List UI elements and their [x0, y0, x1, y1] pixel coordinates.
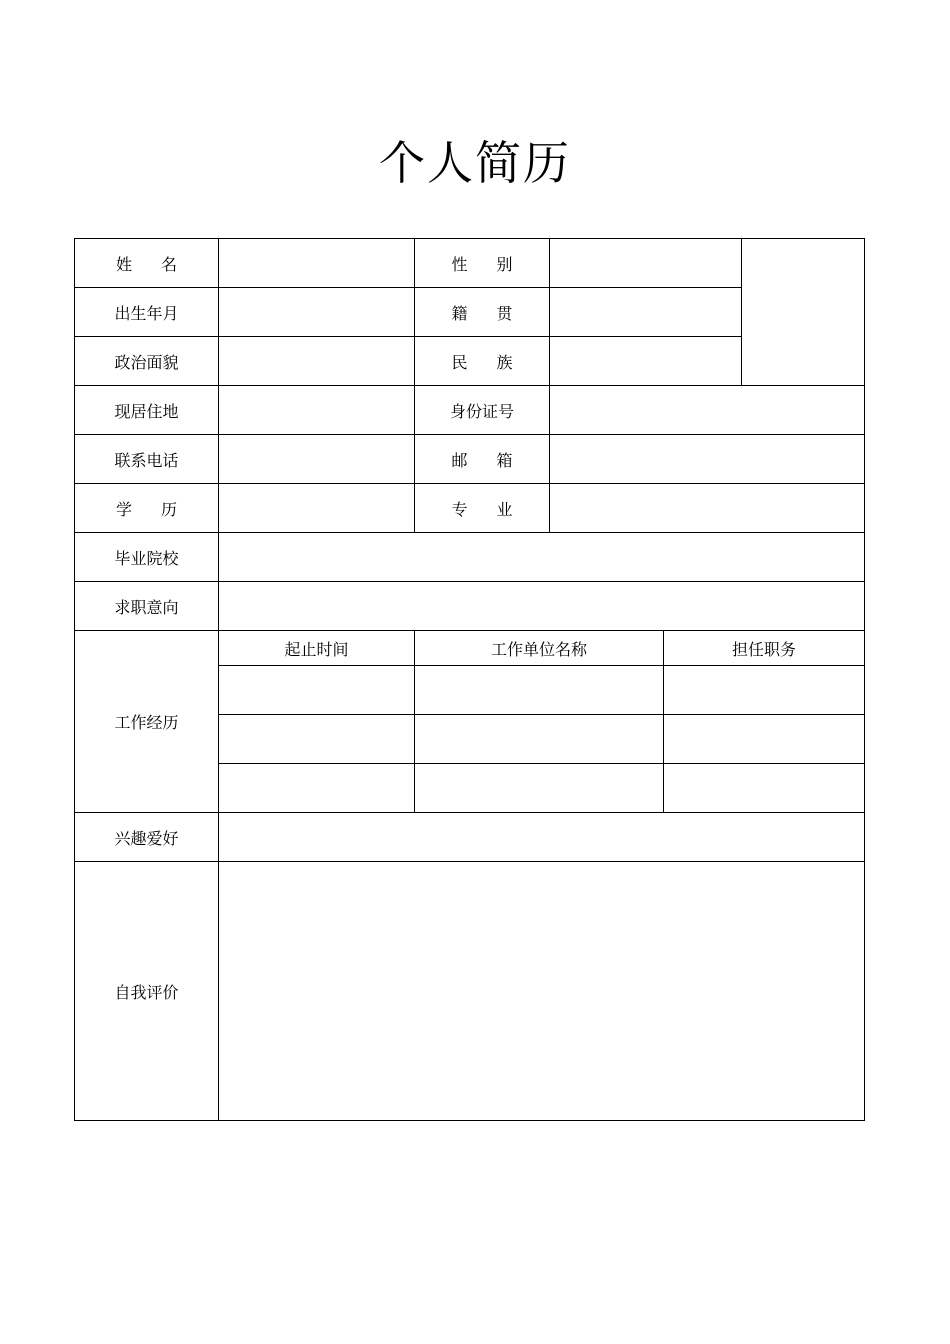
form-row-phone — [75, 435, 865, 484]
field-job-intention[interactable] — [219, 582, 865, 631]
form-row-name — [75, 239, 865, 288]
label-email: 邮 箱 — [415, 435, 550, 484]
field-politics[interactable] — [219, 337, 415, 386]
label-self-evaluation: 自我评价 — [75, 862, 219, 1121]
label-phone: 联系电话 — [75, 435, 219, 484]
work-header-row — [75, 631, 865, 666]
field-birth[interactable] — [219, 288, 415, 337]
page-title: 个人简历 — [379, 136, 571, 190]
work-header-company: 工作单位名称 — [415, 631, 664, 666]
field-hobbies[interactable] — [219, 813, 865, 862]
work-period-field[interactable] — [219, 764, 415, 813]
work-position-field[interactable] — [664, 764, 865, 813]
photo-box[interactable] — [742, 239, 865, 386]
field-email[interactable] — [550, 435, 865, 484]
work-header-period: 起止时间 — [219, 631, 415, 666]
label-id-number: 身份证号 — [415, 386, 550, 435]
work-period-field[interactable] — [219, 715, 415, 764]
field-name[interactable] — [219, 239, 415, 288]
field-education[interactable] — [219, 484, 415, 533]
field-address[interactable] — [219, 386, 415, 435]
field-native-place[interactable] — [550, 288, 742, 337]
field-gender[interactable] — [550, 239, 742, 288]
label-name: 姓 名 — [75, 239, 219, 288]
label-native-place: 籍 贯 — [415, 288, 550, 337]
label-hobbies: 兴趣爱好 — [75, 813, 219, 862]
label-gender: 性 别 — [415, 239, 550, 288]
work-position-field[interactable] — [664, 715, 865, 764]
field-major[interactable] — [550, 484, 865, 533]
label-work-experience: 工作经历 — [75, 631, 219, 813]
field-phone[interactable] — [219, 435, 415, 484]
form-row-education — [75, 484, 865, 533]
form-row-job-intention — [75, 582, 865, 631]
label-major: 专 业 — [415, 484, 550, 533]
form-row-address — [75, 386, 865, 435]
field-ethnicity[interactable] — [550, 337, 742, 386]
work-position-field[interactable] — [664, 666, 865, 715]
label-school: 毕业院校 — [75, 533, 219, 582]
work-header-position: 担任职务 — [664, 631, 865, 666]
label-birth: 出生年月 — [75, 288, 219, 337]
label-address: 现居住地 — [75, 386, 219, 435]
label-job-intention: 求职意向 — [75, 582, 219, 631]
field-school[interactable] — [219, 533, 865, 582]
field-id-number[interactable] — [550, 386, 865, 435]
resume-form-table — [74, 238, 865, 1121]
work-company-field[interactable] — [415, 764, 664, 813]
label-politics: 政治面貌 — [75, 337, 219, 386]
label-education: 学 历 — [75, 484, 219, 533]
label-ethnicity: 民 族 — [415, 337, 550, 386]
form-row-self-evaluation — [75, 862, 865, 1121]
field-self-evaluation[interactable] — [219, 862, 865, 1121]
form-row-hobbies — [75, 813, 865, 862]
work-company-field[interactable] — [415, 715, 664, 764]
work-period-field[interactable] — [219, 666, 415, 715]
work-company-field[interactable] — [415, 666, 664, 715]
form-row-school — [75, 533, 865, 582]
